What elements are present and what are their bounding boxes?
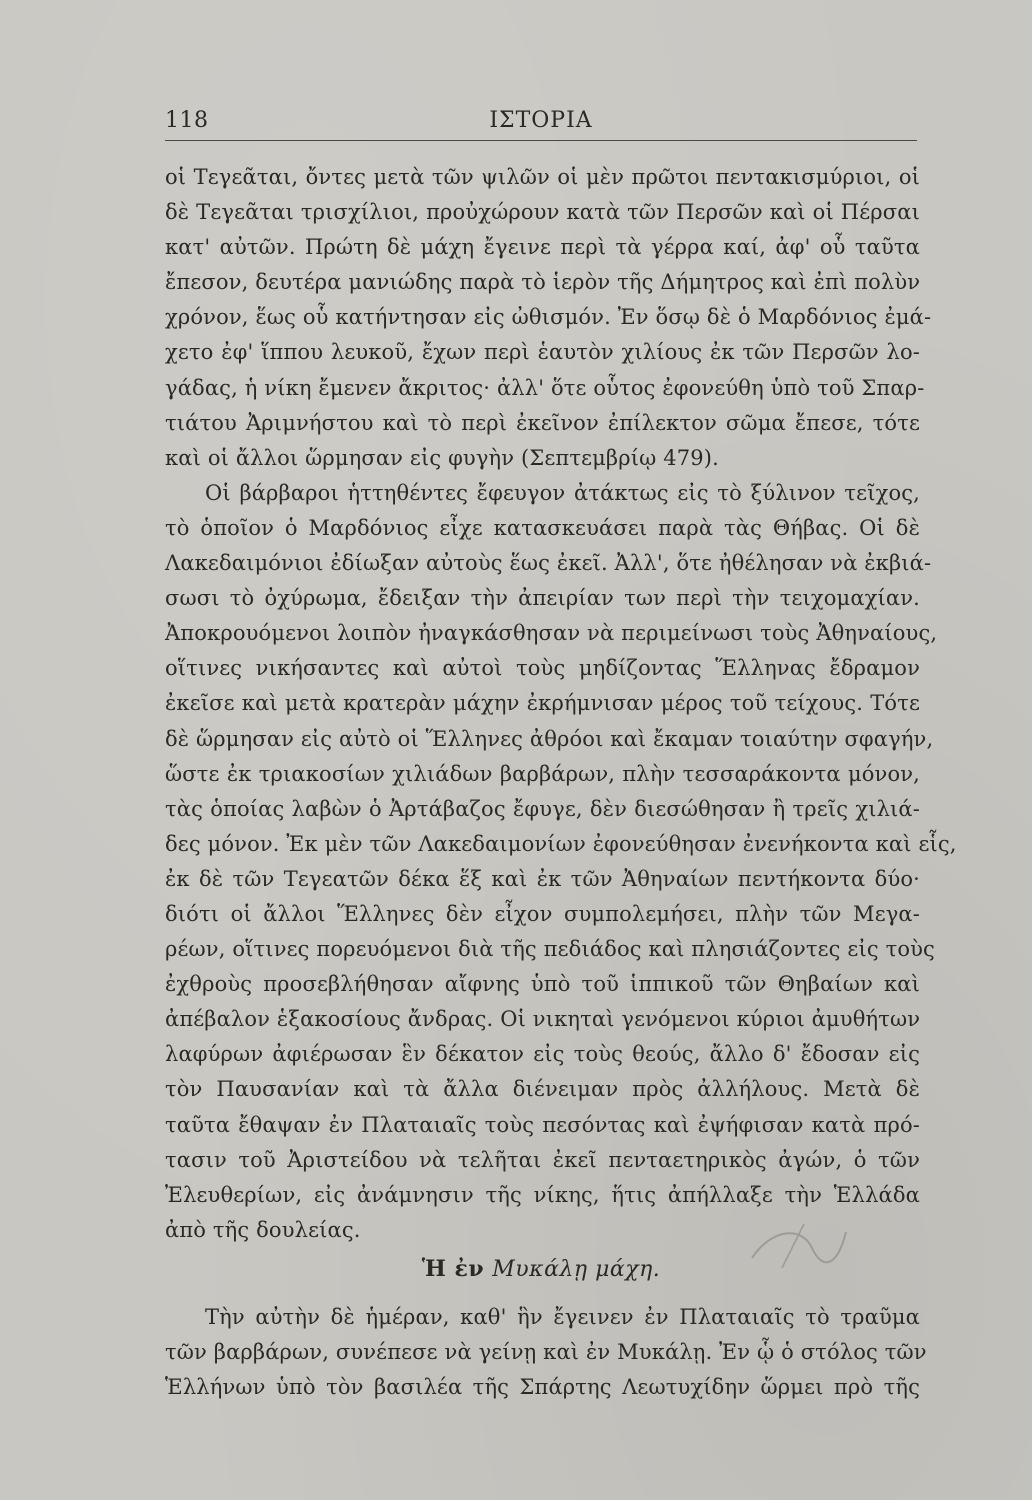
text-line: διότι οἱ ἄλλοι Ἕλληνες δὲν εἶχον συμπολεμήσει, πλὴν τῶν Μεγα- bbox=[165, 901, 920, 926]
paragraph-2 bbox=[165, 476, 957, 1248]
text-line: ἔπεσον, δευτέρα μανιώδης παρὰ τὸ ἱερὸν τῆς Δήμητρος καὶ ἐπὶ πολὺν bbox=[165, 270, 921, 295]
main-text bbox=[165, 160, 957, 1248]
text-line: Ἑλλήνων ὑπὸ τὸν βασιλέα τῆς Σπάρτης Λεωτυχίδην ὥρμει πρὸ τῆς bbox=[165, 1375, 920, 1400]
text-line: Ἐλευθερίων, εἰς ἀνάμνησιν τῆς νίκης, ἥτις ἀπήλλαξε τὴν Ἑλλάδα bbox=[165, 1182, 920, 1207]
text-line: ἀπὸ τῆς δουλείας. bbox=[165, 1217, 361, 1242]
text-line: Οἱ βάρβαροι ἡττηθέντες ἔφευγον ἀτάκτως εἰς τὸ ξύλινον τεῖχος, bbox=[205, 480, 920, 505]
paragraph-3 bbox=[165, 1300, 927, 1405]
page-header bbox=[165, 108, 917, 140]
text-line: ἐκ δὲ τῶν Τεγεατῶν δέκα ἕξ καὶ ἐκ τῶν Ἀθηναίων πεντήκοντα δύο· bbox=[165, 866, 920, 891]
section-heading bbox=[165, 1256, 917, 1282]
text-line: οἱ Τεγεᾶται, ὄντες μετὰ τῶν ψιλῶν οἱ μὲν πρῶτοι πεντακισμύριοι, οἱ bbox=[165, 165, 920, 189]
text-line: τὸ ὁποῖον ὁ Μαρδόνιος εἶχε κατασκευάσει παρὰ τὰς Θήβας. Οἱ δὲ bbox=[165, 515, 920, 540]
text-line: τασιν τοῦ Ἀριστείδου νὰ τελῆται ἐκεῖ πενταετηρικὸς ἀγών, ὁ τῶν bbox=[165, 1147, 920, 1172]
text-line: Ἀποκρουόμενοι λοιπὸν ἠναγκάσθησαν νὰ περιμείνωσι τοὺς Ἀθηναίους, bbox=[165, 621, 938, 646]
text-line: ἀπέβαλον ἑξακοσίους ἄνδρας. Οἱ νικηταὶ γενόμενοι κύριοι ἀμυθήτων bbox=[165, 1007, 921, 1032]
page-number: 118 bbox=[165, 108, 209, 133]
text-line: γάδας, ἡ νίκη ἔμενεν ἄκριτος· ἀλλ' ὅτε οὗτος ἐφονεύθη ὑπὸ τοῦ Σπαρ- bbox=[165, 375, 925, 400]
running-title: ΙΣΤΟΡΙΑ bbox=[489, 108, 593, 133]
text-line: Τὴν αὐτὴν δὲ ἡμέραν, καθ' ἣν ἔγεινεν ἐν Πλαταιαῖς τὸ τραῦμα bbox=[205, 1305, 920, 1329]
text-line: δες μόνον. Ἐκ μὲν τῶν Λακεδαιμονίων ἐφονεύθησαν ἐνενήκοντα καὶ εἷς, bbox=[165, 831, 957, 856]
text-line: κατ' αὐτῶν. Πρώτη δὲ μάχη ἔγεινε περὶ τὰ γέρρα καί, ἀφ' οὗ ταῦτα bbox=[165, 235, 920, 260]
section-heading-rest: Μυκάλῃ μάχη. bbox=[492, 1257, 661, 1282]
text-line: δὲ ὥρμησαν εἰς αὐτὸ οἱ Ἕλληνες ἀθρόοι καὶ ἔκαμαν τοιαύτην σφαγήν, bbox=[165, 726, 934, 751]
text-line: ὥστε ἐκ τριακοσίων χιλιάδων βαρβάρων, πλὴν τεσσαράκοντα μόνον, bbox=[165, 761, 920, 786]
text-line: Λακεδαιμόνιοι ἐδίωξαν αὐτοὺς ἕως ἐκεῖ. Ἀλλ', ὅτε ἠθέλησαν νὰ ἐκβιά- bbox=[165, 551, 932, 576]
text-line: τιάτου Ἀριμνήστου καὶ τὸ περὶ ἐκεῖνον ἐπίλεκτον σῶμα ἔπεσε, τότε bbox=[165, 410, 920, 435]
section-heading-lead: Ἡ ἐν bbox=[421, 1256, 485, 1282]
text-line: ταῦτα ἔθαψαν ἐν Πλαταιαῖς τοὺς πεσόντας καὶ ἐψήφισαν κατὰ πρό- bbox=[165, 1112, 920, 1137]
section-text bbox=[165, 1300, 927, 1405]
text-line: χρόνον, ἕως οὗ κατήντησαν εἰς ὠθισμόν. Ἐν ὅσῳ δὲ ὁ Μαρδόνιος ἐμά- bbox=[165, 305, 932, 330]
text-line: τὸν Παυσανίαν καὶ τὰ ἄλλα διένειμαν πρὸς ἀλλήλους. Μετὰ δὲ bbox=[165, 1077, 920, 1102]
text-line: τῶν βαρβάρων, συνέπεσε νὰ γείνῃ καὶ ἐν Μυκάλῃ. Ἐν ᾧ ὁ στόλος τῶν bbox=[165, 1340, 927, 1365]
text-line: χετο ἐφ' ἵππου λευκοῦ, ἔχων περὶ ἑαυτὸν χιλίους ἐκ τῶν Περσῶν λο- bbox=[165, 340, 920, 365]
header-rule bbox=[165, 140, 917, 141]
text-line: ἐκεῖσε καὶ μετὰ κρατερὰν μάχην ἐκρήμνισαν μέρος τοῦ τείχους. Τότε bbox=[165, 691, 920, 716]
text-line: σωσι τὸ ὀχύρωμα, ἔδειξαν τὴν ἀπειρίαν των περὶ τὴν τειχομαχίαν. bbox=[165, 586, 920, 611]
text-line: ἐχθροὺς προσεβλήθησαν αἴφνης ὑπὸ τοῦ ἱππικοῦ τῶν Θηβαίων καὶ bbox=[165, 972, 920, 997]
paragraph-1 bbox=[165, 160, 932, 476]
text-line: τὰς ὁποίας λαβὼν ὁ Ἀρτάβαζος ἔφυγε, δὲν διεσώθησαν ἢ τρεῖς χιλιά- bbox=[165, 796, 920, 821]
text-line: καὶ οἱ ἄλλοι ὥρμησαν εἰς φυγὴν (Σεπτεμβρίῳ 479). bbox=[165, 445, 719, 470]
text-line: ρέων, οἵτινες πορευόμενοι διὰ τῆς πεδιάδος καὶ πλησιάζοντες εἰς τοὺς bbox=[165, 937, 935, 962]
text-line: οἵτινες νικήσαντες καὶ αὐτοὶ τοὺς μηδίζοντας Ἕλληνας ἔδραμον bbox=[165, 656, 920, 681]
text-line: δὲ Τεγεᾶται τρισχίλιοι, προὐχώρουν κατὰ τῶν Περσῶν καὶ οἱ Πέρσαι bbox=[165, 200, 920, 225]
text-line: λαφύρων ἀφιέρωσαν ἓν δέκατον εἰς τοὺς θεούς, ἄλλο δ' ἔδοσαν εἰς bbox=[165, 1042, 920, 1067]
